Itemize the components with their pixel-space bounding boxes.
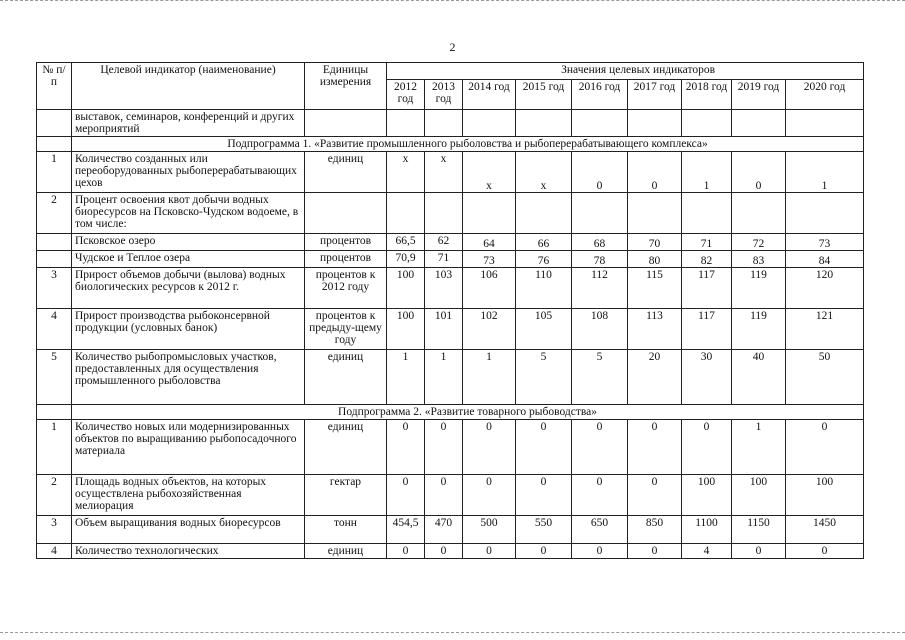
row-number xyxy=(37,234,72,251)
scan-edge-bottom xyxy=(0,632,905,635)
unit-cell: единиц xyxy=(305,350,387,405)
header-year: 2018 год xyxy=(682,79,732,109)
page-number: 2 xyxy=(449,40,456,54)
value-cell: 30 xyxy=(682,350,732,405)
row-number xyxy=(37,251,72,268)
value-cell: х xyxy=(516,152,572,193)
value-cell xyxy=(628,193,682,234)
header-indicator: Целевой индикатор (наименование) xyxy=(72,63,305,110)
value-cell: 0 xyxy=(628,544,682,559)
row-number: 1 xyxy=(37,152,72,193)
value-cell: 115 xyxy=(628,268,682,309)
value-cell: 1 xyxy=(463,350,516,405)
value-cell: 5 xyxy=(516,350,572,405)
table-row xyxy=(37,251,864,268)
subprogram-2-title: Подпрограмма 2. «Развитие товарного рыбоводства» xyxy=(72,405,864,420)
value-cell: 0 xyxy=(682,420,732,475)
value-cell: 0 xyxy=(786,420,864,475)
value-cell: 112 xyxy=(572,268,628,309)
value-cell xyxy=(572,193,628,234)
value-cell: 84 xyxy=(786,251,864,268)
value-cell: 470 xyxy=(425,516,463,544)
value-cell: 66,5 xyxy=(387,234,425,251)
table-row xyxy=(37,544,864,559)
value-cell: 1 xyxy=(732,420,786,475)
value-cell: 4 xyxy=(682,544,732,559)
value-cell xyxy=(786,193,864,234)
value-cell: 1150 xyxy=(732,516,786,544)
value-cell: 106 xyxy=(463,268,516,309)
value-cell: 550 xyxy=(516,516,572,544)
scan-edge-top xyxy=(0,0,905,4)
value-cell: 108 xyxy=(572,309,628,350)
header-year: 2014 год xyxy=(463,79,516,109)
value-cell: 117 xyxy=(682,268,732,309)
value-cell: 113 xyxy=(628,309,682,350)
value-cell: 119 xyxy=(732,268,786,309)
value-cell: 0 xyxy=(516,475,572,516)
value-cell: 454,5 xyxy=(387,516,425,544)
value-cell: 1100 xyxy=(682,516,732,544)
value-cell: 1 xyxy=(682,152,732,193)
value-cell: 71 xyxy=(425,251,463,268)
header-values-title: Значения целевых индикаторов xyxy=(387,63,864,80)
indicator-name: Прирост объемов добычи (вылова) водных биологических ресурсов к 2012 г. xyxy=(72,268,305,309)
value-cell: 121 xyxy=(786,309,864,350)
table-row xyxy=(37,309,864,350)
value-cell: 500 xyxy=(463,516,516,544)
value-cell: 20 xyxy=(628,350,682,405)
subprogram-2-rows xyxy=(37,420,864,559)
unit-cell: единиц xyxy=(305,420,387,475)
value-cell: 117 xyxy=(682,309,732,350)
value-cell xyxy=(682,193,732,234)
value-cell: 0 xyxy=(572,475,628,516)
value-cell: 73 xyxy=(463,251,516,268)
value-cell: 120 xyxy=(786,268,864,309)
value-cell: 76 xyxy=(516,251,572,268)
header-year: 2020 год xyxy=(786,79,864,109)
unit-cell xyxy=(305,193,387,234)
header-num: № п/п xyxy=(37,63,72,110)
header-units: Единицы измерения xyxy=(305,63,387,110)
table-row xyxy=(37,420,864,475)
indicator-name: Псковское озеро xyxy=(72,234,305,251)
table-row xyxy=(37,350,864,405)
value-cell: х xyxy=(463,152,516,193)
table-row xyxy=(37,193,864,234)
value-cell: 72 xyxy=(732,234,786,251)
header-year: 2013 год xyxy=(425,79,463,109)
value-cell: 0 xyxy=(387,544,425,559)
value-cell: 40 xyxy=(732,350,786,405)
value-cell: 0 xyxy=(387,420,425,475)
value-cell xyxy=(425,193,463,234)
value-cell: 105 xyxy=(516,309,572,350)
value-cell: 100 xyxy=(732,475,786,516)
unit-cell: процентов к предыду-щему году xyxy=(305,309,387,350)
value-cell: 0 xyxy=(628,475,682,516)
unit-cell: гектар xyxy=(305,475,387,516)
value-cell: 101 xyxy=(425,309,463,350)
header-year: 2012 год xyxy=(387,79,425,109)
value-cell: 100 xyxy=(786,475,864,516)
unit-cell: процентов xyxy=(305,234,387,251)
value-cell: 83 xyxy=(732,251,786,268)
indicator-name: Объем выращивания водных биоресурсов xyxy=(72,516,305,544)
continuation-row xyxy=(37,110,864,137)
value-cell: 100 xyxy=(387,268,425,309)
unit-cell: тонн xyxy=(305,516,387,544)
indicator-name: Количество созданных или переоборудованных рыбоперерабатывающих цехов xyxy=(72,152,305,193)
value-cell: 50 xyxy=(786,350,864,405)
value-cell: 73 xyxy=(786,234,864,251)
value-cell: 0 xyxy=(732,544,786,559)
subprogram-1-row xyxy=(37,137,864,152)
value-cell: 0 xyxy=(572,152,628,193)
value-cell: 0 xyxy=(628,420,682,475)
indicator-name: Процент освоения квот добычи водных биоресурсов на Псковско-Чудском водоеме, в том числе: xyxy=(72,193,305,234)
value-cell: 80 xyxy=(628,251,682,268)
continuation-text: выставок, семинаров, конференций и других мероприятий xyxy=(72,110,305,137)
table-row xyxy=(37,268,864,309)
value-cell: 102 xyxy=(463,309,516,350)
value-cell: 650 xyxy=(572,516,628,544)
value-cell: 71 xyxy=(682,234,732,251)
value-cell: 100 xyxy=(387,309,425,350)
subprogram-1-rows xyxy=(37,152,864,405)
value-cell: 0 xyxy=(463,420,516,475)
value-cell: 100 xyxy=(682,475,732,516)
value-cell xyxy=(387,193,425,234)
value-cell: 0 xyxy=(732,152,786,193)
value-cell: 64 xyxy=(463,234,516,251)
row-number: 1 xyxy=(37,420,72,475)
indicator-name: Количество рыбопромысловых участков, предоставленных для осуществления промышленного рыболовства xyxy=(72,350,305,405)
value-cell: 0 xyxy=(628,152,682,193)
indicator-name: Количество технологических xyxy=(72,544,305,559)
value-cell: 0 xyxy=(572,420,628,475)
row-number: 3 xyxy=(37,268,72,309)
value-cell: 1450 xyxy=(786,516,864,544)
table-row xyxy=(37,152,864,193)
value-cell: 5 xyxy=(572,350,628,405)
value-cell: 78 xyxy=(572,251,628,268)
value-cell: х xyxy=(425,152,463,193)
table-row xyxy=(37,516,864,544)
indicator-name: Прирост производства рыбоконсервной продукции (условных банок) xyxy=(72,309,305,350)
value-cell: 0 xyxy=(425,544,463,559)
value-cell: 70,9 xyxy=(387,251,425,268)
value-cell: 0 xyxy=(425,475,463,516)
indicator-name: Количество новых или модернизированных объектов по выращиванию рыбопосадочного материала xyxy=(72,420,305,475)
indicator-name: Площадь водных объектов, на которых осуществлена рыбохозяйственная мелиорация xyxy=(72,475,305,516)
table-row xyxy=(37,234,864,251)
header-year: 2017 год xyxy=(628,79,682,109)
value-cell: 82 xyxy=(682,251,732,268)
target-indicators-table xyxy=(36,62,864,559)
header-year: 2015 год xyxy=(516,79,572,109)
value-cell: 66 xyxy=(516,234,572,251)
value-cell: 70 xyxy=(628,234,682,251)
value-cell: 1 xyxy=(387,350,425,405)
row-number: 2 xyxy=(37,193,72,234)
row-number: 3 xyxy=(37,516,72,544)
value-cell: 0 xyxy=(516,420,572,475)
row-number: 4 xyxy=(37,544,72,559)
value-cell: 62 xyxy=(425,234,463,251)
header-year: 2016 год xyxy=(572,79,628,109)
indicator-name: Чудское и Теплое озера xyxy=(72,251,305,268)
value-cell: 0 xyxy=(572,544,628,559)
value-cell: 850 xyxy=(628,516,682,544)
table-row xyxy=(37,475,864,516)
unit-cell: единиц xyxy=(305,152,387,193)
value-cell xyxy=(463,193,516,234)
value-cell: 1 xyxy=(786,152,864,193)
unit-cell: процентов к 2012 году xyxy=(305,268,387,309)
value-cell: 0 xyxy=(463,544,516,559)
value-cell: 1 xyxy=(425,350,463,405)
subprogram-2-row xyxy=(37,405,864,420)
value-cell xyxy=(732,193,786,234)
value-cell: 68 xyxy=(572,234,628,251)
row-number: 5 xyxy=(37,350,72,405)
value-cell xyxy=(516,193,572,234)
unit-cell: процентов xyxy=(305,251,387,268)
value-cell: 110 xyxy=(516,268,572,309)
value-cell: 103 xyxy=(425,268,463,309)
value-cell: 0 xyxy=(387,475,425,516)
value-cell: х xyxy=(387,152,425,193)
subprogram-1-title: Подпрограмма 1. «Развитие промышленного рыболовства и рыбоперерабатывающего комплекса» xyxy=(72,137,864,152)
value-cell: 0 xyxy=(463,475,516,516)
value-cell: 0 xyxy=(786,544,864,559)
value-cell: 0 xyxy=(425,420,463,475)
value-cell: 0 xyxy=(516,544,572,559)
row-number: 4 xyxy=(37,309,72,350)
unit-cell: единиц xyxy=(305,544,387,559)
value-cell: 119 xyxy=(732,309,786,350)
header-year: 2019 год xyxy=(732,79,786,109)
row-number: 2 xyxy=(37,475,72,516)
header-row xyxy=(37,63,864,80)
